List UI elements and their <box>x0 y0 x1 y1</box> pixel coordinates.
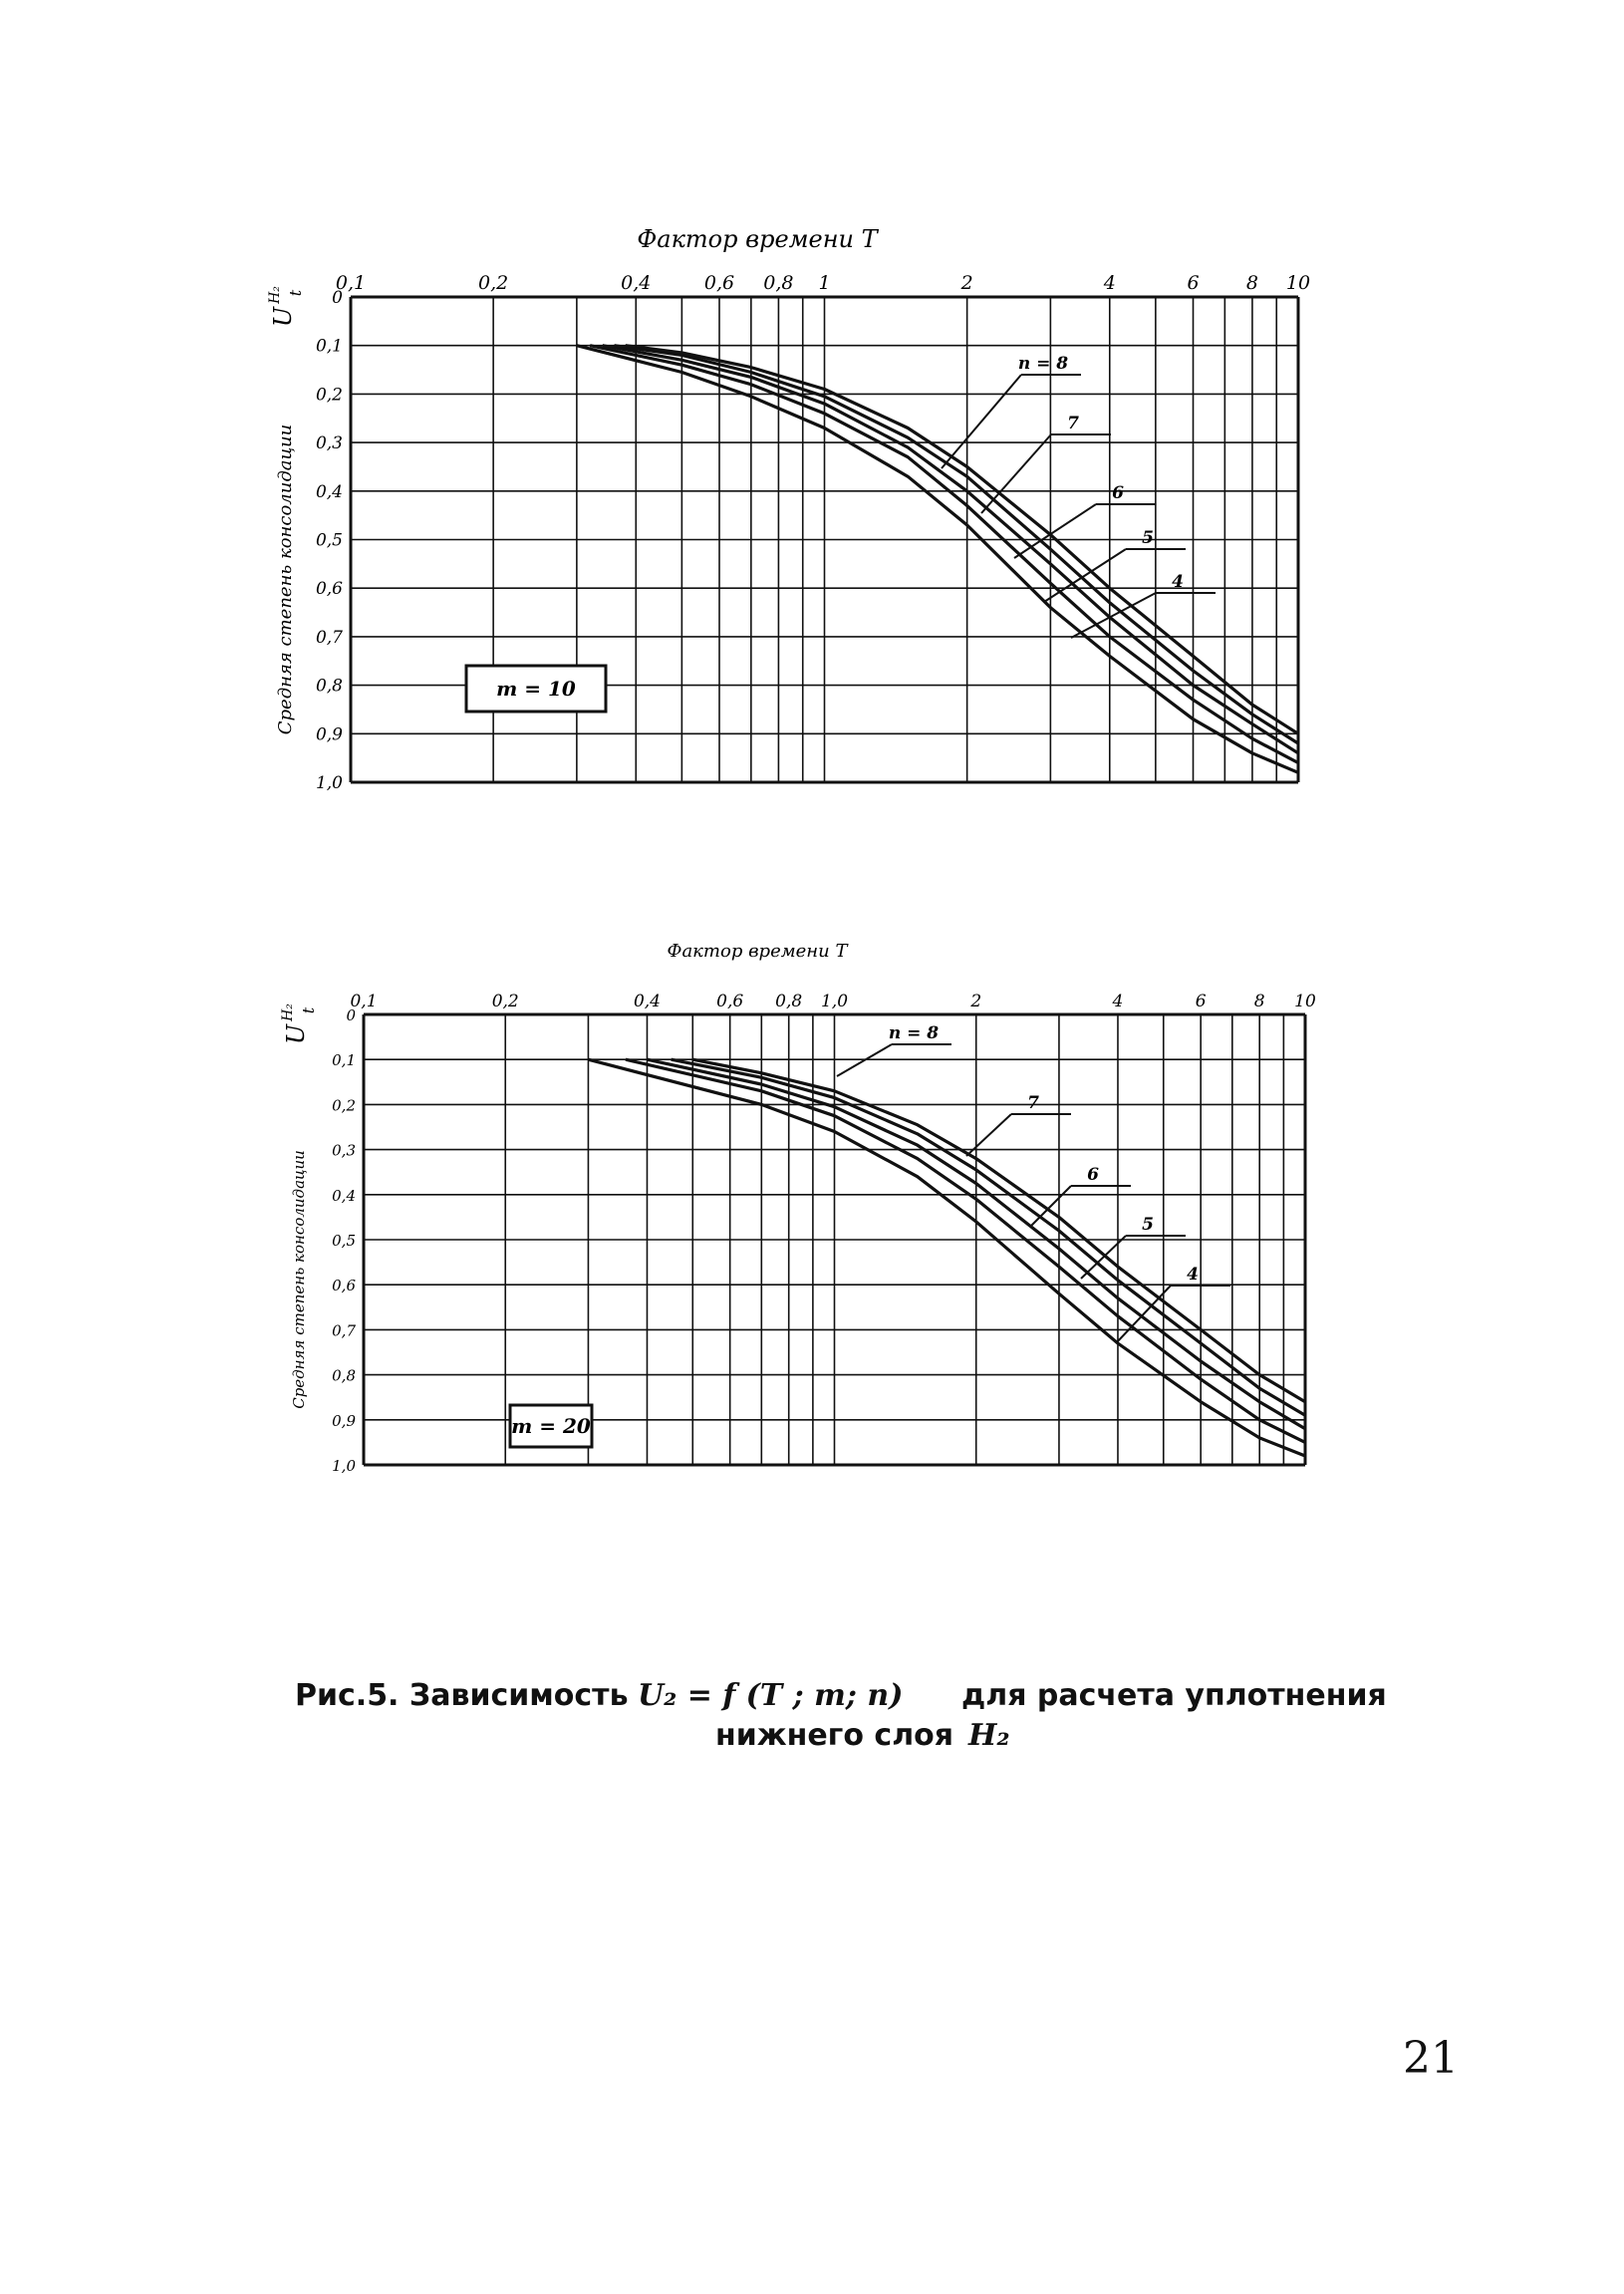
series-curve <box>672 1059 1305 1415</box>
y-tick-label: 1,0 <box>315 773 343 793</box>
chart-m10-svg <box>0 199 1624 817</box>
curve-label-leader <box>1014 504 1096 558</box>
y-axis-symbol: U <box>269 306 297 328</box>
y-tick-label: 0,7 <box>315 627 343 648</box>
y-tick-label: 0,5 <box>315 530 343 551</box>
y-tick-label: 0,1 <box>332 1051 356 1070</box>
y-axis-symbol-sub: t <box>286 289 305 297</box>
curve-label: 4 <box>1172 572 1184 592</box>
y-tick-label: 0,8 <box>315 676 343 697</box>
x-tick-label: 4 <box>1103 272 1116 294</box>
y-tick-label: 0,8 <box>332 1366 356 1385</box>
x-tick-label: 0,1 <box>335 272 367 294</box>
x-axis-title: Фактор времени T <box>637 225 878 253</box>
caption-formula: U₂ = f (T ; m; n) <box>638 1678 904 1713</box>
x-tick-label: 4 <box>1112 992 1124 1011</box>
y-axis-title: Средняя степень консолидации <box>275 424 296 735</box>
caption-layer: H₂ <box>968 1718 1010 1753</box>
curve-label: 5 <box>1142 1215 1154 1235</box>
curve-label: 5 <box>1142 528 1154 548</box>
curve-label: n = 8 <box>888 1023 940 1043</box>
caption-prefix: Рис.5. Зависимость <box>295 1678 629 1713</box>
y-tick-label: 0,4 <box>315 481 343 502</box>
y-axis-symbol-sup: H₂ <box>267 286 283 304</box>
x-tick-label: 0,1 <box>350 992 378 1011</box>
series-curve <box>588 1059 1305 1456</box>
x-tick-label: 6 <box>1187 272 1200 294</box>
curve-label-leader <box>942 375 1021 468</box>
y-tick-label: 0,9 <box>315 724 343 745</box>
y-tick-label: 1,0 <box>332 1457 356 1475</box>
chart-m20-svg <box>0 917 1624 1515</box>
y-tick-label: 0,4 <box>332 1186 356 1205</box>
x-tick-label: 0,4 <box>621 272 652 294</box>
x-tick-label: 6 <box>1195 992 1207 1011</box>
curve-label: 6 <box>1112 483 1124 503</box>
series-curve <box>577 346 1298 773</box>
curve-label: 7 <box>1027 1093 1039 1113</box>
curve-label: 7 <box>1067 414 1079 433</box>
curve-label-leader <box>1031 1186 1071 1226</box>
y-tick-label: 0,3 <box>315 433 343 454</box>
y-axis-symbol-sup: H₂ <box>280 1004 296 1021</box>
y-tick-label: 0,2 <box>315 385 343 406</box>
annotation-text: m = 20 <box>511 1414 591 1438</box>
x-tick-label: 0,8 <box>775 992 803 1011</box>
y-tick-label: 0,5 <box>332 1232 356 1250</box>
series-curve <box>692 1059 1305 1402</box>
y-axis-symbol-sub: t <box>299 1006 318 1014</box>
y-tick-label: 0,7 <box>332 1321 356 1340</box>
page-number: 21 <box>1403 2033 1459 2084</box>
caption-line2: нижнего слоя <box>715 1718 954 1753</box>
y-axis-title: Средняя степень консолидации <box>290 1150 308 1409</box>
y-tick-label: 0,2 <box>332 1096 356 1115</box>
x-tick-label: 10 <box>1285 272 1311 294</box>
x-tick-label: 2 <box>960 272 973 294</box>
series-curve <box>615 346 1299 743</box>
chart-m20 <box>0 917 1624 1515</box>
x-tick-label: 8 <box>1245 272 1258 294</box>
curve-label: n = 8 <box>1017 354 1069 374</box>
y-tick-label: 0 <box>332 288 343 308</box>
y-tick-label: 0,6 <box>332 1277 356 1295</box>
y-tick-label: 0,9 <box>332 1411 356 1430</box>
x-tick-label: 1,0 <box>820 992 849 1011</box>
x-tick-label: 2 <box>970 992 982 1011</box>
y-axis-symbol: U <box>282 1023 310 1045</box>
x-axis-title: Фактор времени T <box>667 941 848 962</box>
x-tick-label: 0,8 <box>763 272 794 294</box>
y-tick-label: 0,6 <box>315 579 343 600</box>
x-tick-label: 1 <box>818 272 831 294</box>
caption-suffix: для расчета уплотнения <box>961 1678 1387 1713</box>
x-tick-label: 0,2 <box>478 272 509 294</box>
chart-m10 <box>0 199 1624 817</box>
y-tick-label: 0 <box>346 1006 356 1024</box>
x-tick-label: 0,6 <box>703 272 735 294</box>
annotation-text: m = 10 <box>496 677 576 701</box>
x-tick-label: 10 <box>1294 992 1316 1011</box>
curve-label: 6 <box>1087 1165 1099 1185</box>
series-curve <box>590 346 1298 763</box>
curve-label-leader <box>981 434 1051 513</box>
x-tick-label: 0,2 <box>491 992 519 1011</box>
y-tick-label: 0,3 <box>332 1141 356 1160</box>
y-tick-label: 0,1 <box>315 336 343 357</box>
x-tick-label: 0,4 <box>633 992 661 1011</box>
x-tick-label: 0,6 <box>716 992 744 1011</box>
series-curve <box>626 1059 1305 1442</box>
curve-label: 4 <box>1187 1265 1199 1285</box>
x-tick-label: 8 <box>1253 992 1265 1011</box>
